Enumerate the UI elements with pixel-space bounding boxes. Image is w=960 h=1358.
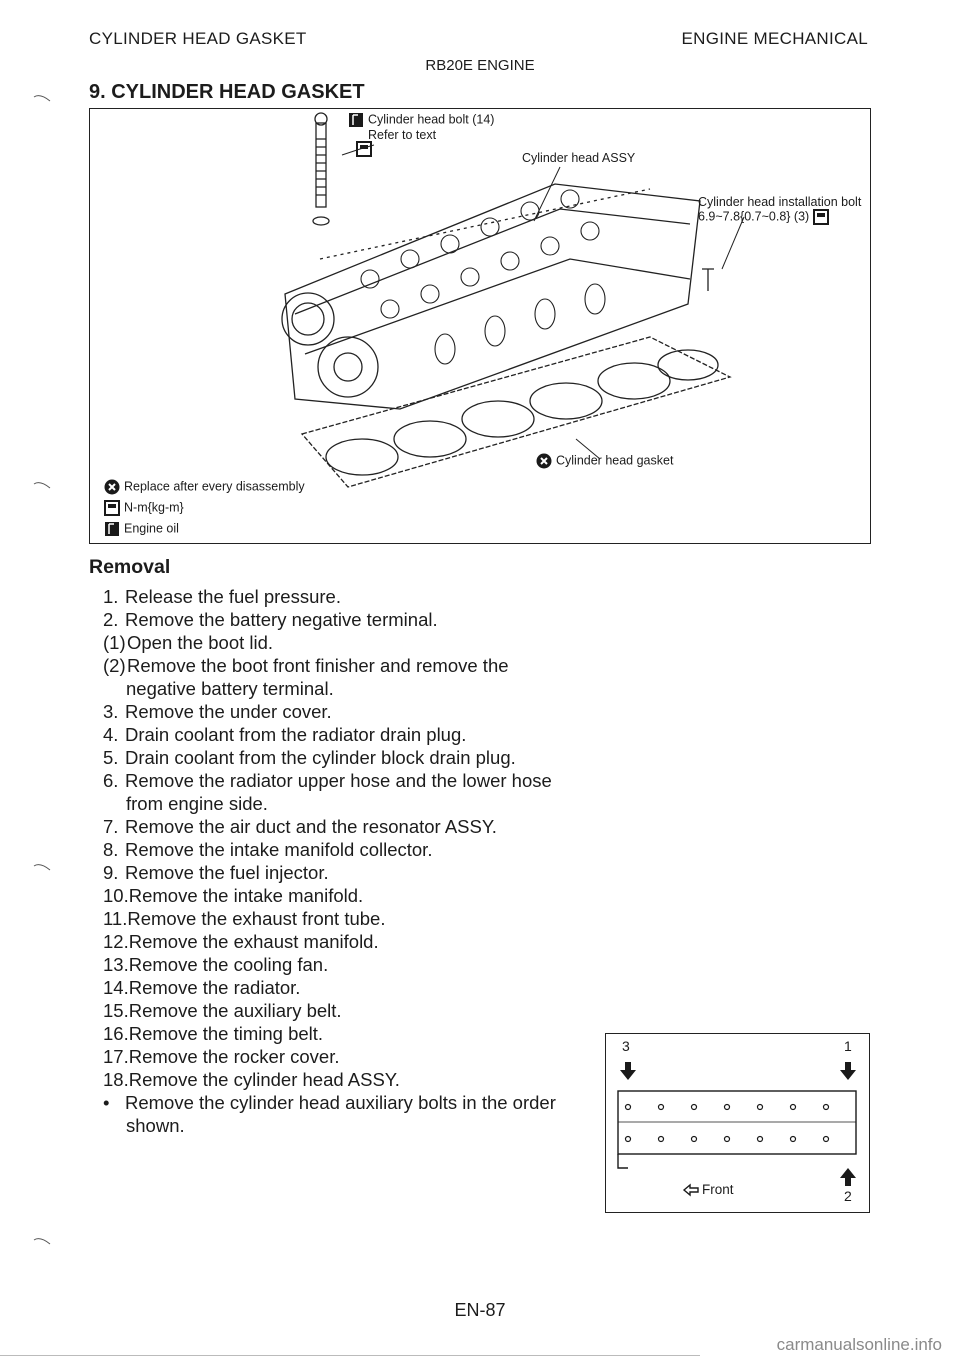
label-refer-to-text: Refer to text: [368, 128, 437, 142]
torque-icon: [104, 500, 120, 516]
label-head-bolt: Cylinder head bolt (14): [348, 112, 494, 128]
bottom-rule: [0, 1355, 700, 1356]
bolt-order-2: 2: [844, 1188, 852, 1204]
step-18: 18.Remove the cylinder head ASSY.: [103, 1069, 400, 1090]
replace-icon: [536, 453, 552, 469]
step-11: 11.Remove the exhaust front tube.: [103, 908, 386, 929]
step-16: 16.Remove the timing belt.: [103, 1023, 324, 1044]
label-cylinder-head-assy: Cylinder head ASSY: [522, 151, 636, 165]
step-4: 4. Drain coolant from the radiator drain plug.: [103, 724, 467, 745]
label-installation-torque: 6.9~7.8{0.7~0.8} (3): [698, 209, 833, 225]
replace-icon: [104, 479, 120, 495]
bolt-order-diagram: [606, 1034, 868, 1210]
oil-icon: [348, 112, 364, 128]
bolt-order-figure: [605, 1033, 870, 1213]
legend-engine-oil: Engine oil: [104, 521, 179, 537]
cylinder-head-drawing: [282, 184, 714, 409]
front-label: Front: [702, 1182, 734, 1197]
step-17: 17.Remove the rocker cover.: [103, 1046, 340, 1067]
step-5: 5. Drain coolant from the cylinder block drain plug.: [103, 747, 516, 768]
removal-heading: Removal: [89, 556, 171, 578]
label-installation-bolt: Cylinder head installation bolt: [698, 195, 862, 209]
header-left-title: CYLINDER HEAD GASKET: [89, 29, 307, 48]
step-12: 12.Remove the exhaust manifold.: [103, 931, 379, 952]
step-13: 13.Remove the cooling fan.: [103, 954, 329, 975]
step-2-2-cont: negative battery terminal.: [126, 678, 334, 699]
step-2-2: (2)Remove the boot front finisher and remove the: [103, 655, 509, 676]
head-bolt-drawing: [313, 113, 374, 225]
step-bullet-cont: shown.: [126, 1115, 185, 1136]
step-7: 7. Remove the air duct and the resonator ASSY.: [103, 816, 497, 837]
legend-torque: N-m{kg-m}: [104, 500, 184, 516]
torque-icon: [813, 209, 829, 225]
watermark: carmanualsonline.info: [776, 1335, 942, 1354]
page-number: EN-87: [454, 1300, 506, 1320]
oil-icon: [104, 521, 120, 537]
header-engine-subtitle: RB20E ENGINE: [425, 57, 535, 74]
step-bullet: • Remove the cylinder head auxiliary bolts in the order: [103, 1092, 556, 1113]
section-title: 9. CYLINDER HEAD GASKET: [89, 81, 365, 103]
bolt-order-3: 3: [622, 1038, 630, 1054]
bolt-order-1: 1: [844, 1038, 852, 1054]
legend-replace: Replace after every disassembly: [104, 479, 305, 495]
step-3: 3. Remove the under cover.: [103, 701, 332, 722]
step-15: 15.Remove the auxiliary belt.: [103, 1000, 342, 1021]
step-1: 1. Release the fuel pressure.: [103, 586, 341, 607]
header-right-title: ENGINE MECHANICAL: [681, 29, 868, 48]
step-10: 10.Remove the intake manifold.: [103, 885, 364, 906]
step-9: 9. Remove the fuel injector.: [103, 862, 329, 883]
torque-icon-bolt: [356, 141, 372, 162]
step-2: 2. Remove the battery negative terminal.: [103, 609, 438, 630]
step-6: 6. Remove the radiator upper hose and the lower hose: [103, 770, 552, 791]
label-head-gasket: Cylinder head gasket: [536, 453, 673, 469]
step-8: 8. Remove the intake manifold collector.: [103, 839, 433, 860]
step-14: 14.Remove the radiator.: [103, 977, 301, 998]
step-6-cont: from engine side.: [126, 793, 268, 814]
cylinder-head-exploded-figure: [89, 108, 871, 544]
step-2-1: (1)Open the boot lid.: [103, 632, 274, 653]
margin-marks: [30, 95, 70, 1265]
